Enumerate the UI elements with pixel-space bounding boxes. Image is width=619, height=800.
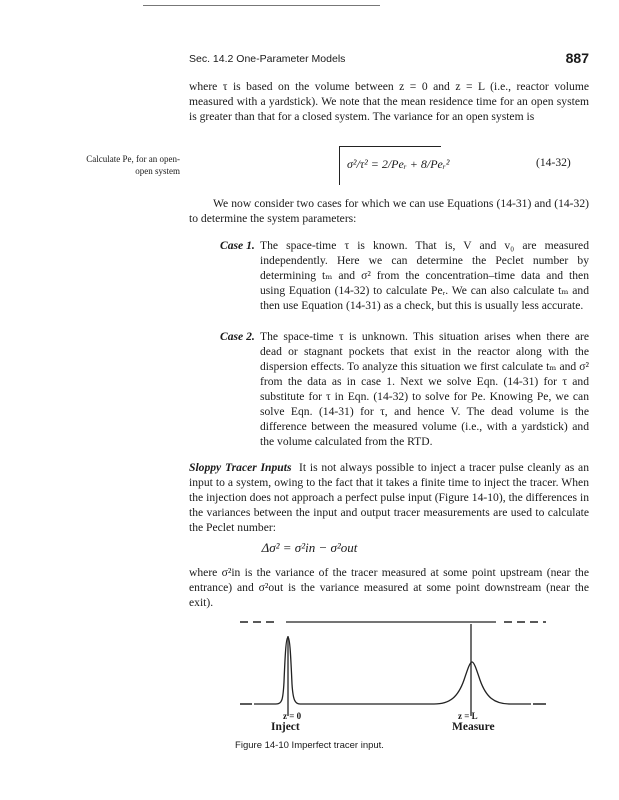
page-header	[189, 50, 589, 66]
case-2-label: Case 2.	[220, 330, 255, 343]
top-rule	[143, 5, 380, 6]
page-number: 887	[565, 50, 589, 66]
section-title: Sec. 14.2 One-Parameter Models	[189, 53, 346, 65]
case-2-text: The space-time τ is unknown. This situation arises when there are dead or stagnant pockets that exist in the reactor along with the dispersion effects. To analyze this situation we first calculate tₘ and σ² from the data as in case 1. Next we solve Eqn. (14-31) for τ and substitute for τ in Eqn. (14-32) to solve for Pe. Knowing Pe, we can solve Eqn. (14-31) for τ, and hence V. The dead volume is the difference between the measured volume (i.e., with a yardstick) and the volume calculated from the RTD.	[260, 330, 589, 448]
figure-caption: Figure 14-10 Imperfect tracer input.	[235, 740, 384, 751]
equation-1-number: (14-32)	[536, 156, 571, 169]
inject-label: Inject	[271, 721, 300, 733]
zL-label: z = L	[458, 711, 478, 721]
case-1-text: The space-time τ is known. That is, V and v₀ are measured independently. Here we can determine the Peclet number by determining tₘ and σ² from the concentration–time data and then using Equation (14-32) to calculate Peᵣ. We can also calculate tₘ and then use Equation (14-31) as a check, but this is usually less accurate.	[260, 239, 589, 312]
paragraph-2: We now consider two cases for which we can use Equations (14-31) and (14-32) to determine the system parameters:	[189, 197, 589, 225]
tracer-curve	[254, 637, 531, 704]
paragraph-1: where τ is based on the volume between z = 0 and z = L (i.e., reactor volume measured with a yardstick). We note that the mean residence time for an open system is greater than that for a closed system. The variance for an open system is	[189, 80, 589, 123]
z0-label: z = 0	[283, 711, 302, 721]
equation-2: Δσ² = σ²in − σ²out	[261, 540, 358, 555]
case-2	[220, 329, 589, 449]
case-1	[220, 238, 589, 313]
paragraph-3: where σ²in is the variance of the tracer measured at some point upstream (near the entrance) and σ²out is the variance measured at some point downstream (near the exit).	[189, 566, 589, 609]
run-in-heading: Sloppy Tracer Inputs	[189, 461, 292, 474]
equation-1: σ²/τ² = 2/Peᵣ + 8/Peᵣ²	[347, 157, 450, 171]
sloppy-text: It is not always possible to inject a tracer pulse cleanly as an input to a system, owing to the fact that it takes a finite time to inject the tracer. When the injection does not approach a perfect pulse input (Figure 14-10), the differences in the variances between the input and output tracer measurements are used to calculate the Peclet number:	[189, 461, 590, 534]
measure-label: Measure	[452, 721, 495, 733]
case-1-label: Case 1.	[220, 239, 255, 252]
sloppy-tracer-paragraph	[189, 460, 589, 535]
margin-note: Calculate Pe, for an open-open system	[86, 154, 180, 176]
